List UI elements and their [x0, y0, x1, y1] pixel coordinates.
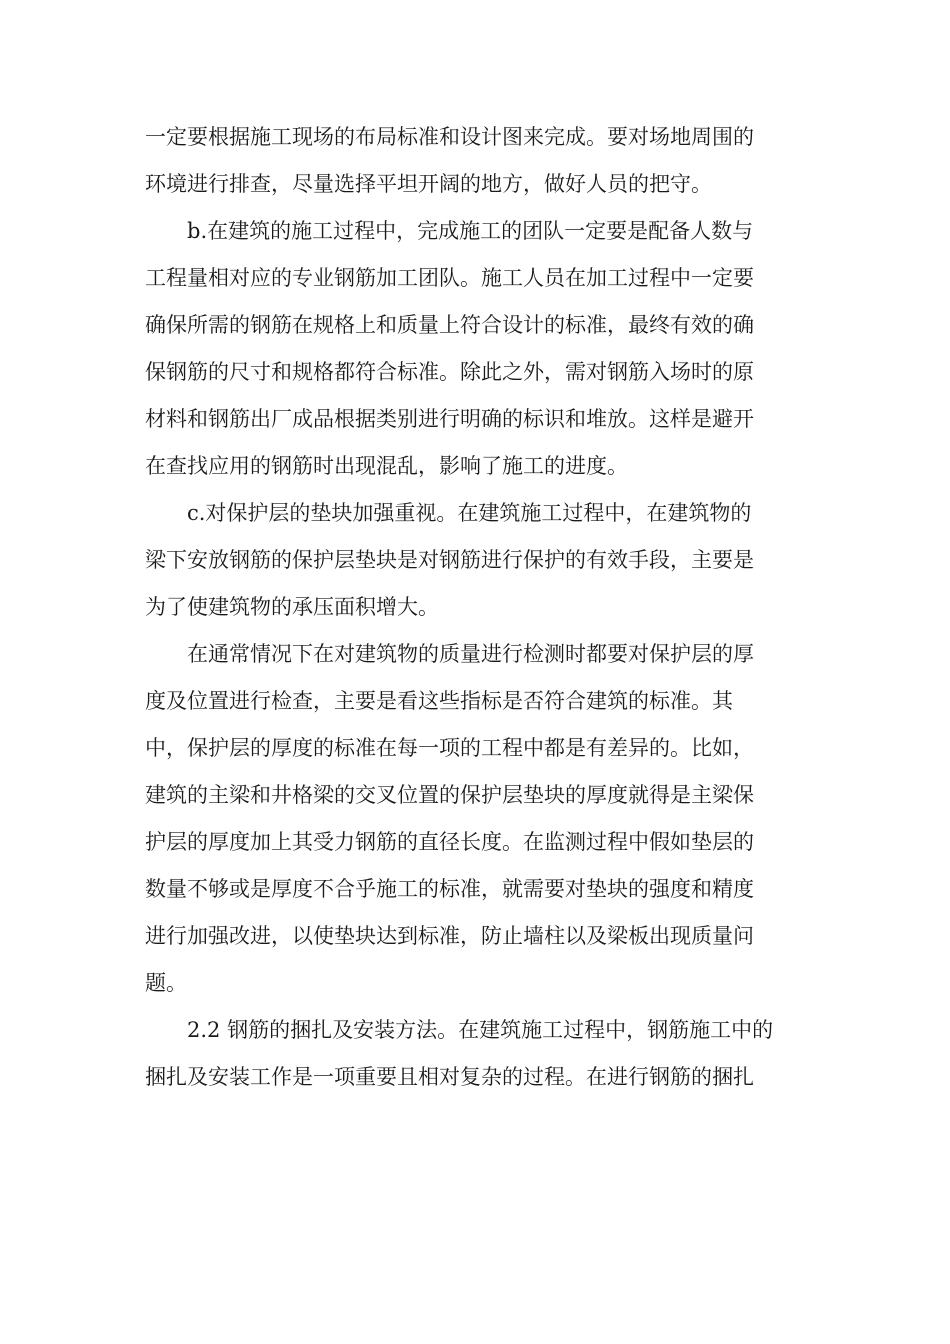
- text-line: 度及位置进行检查，主要是看这些指标是否符合建筑的标准。其: [145, 689, 733, 713]
- text-line: 建筑的主梁和井格梁的交叉位置的保护层垫块的厚度就得是主梁保: [145, 783, 754, 807]
- text-line: 保钢筋的尺寸和规格都符合标准。除此之外，需对钢筋入场时的原: [145, 360, 754, 384]
- paragraph: [145, 490, 805, 631]
- document-body: [145, 114, 805, 1101]
- text-line: c.对保护层的垫块加强重视。在建筑施工过程中，在建筑物的: [187, 501, 752, 525]
- paragraph: [145, 114, 805, 208]
- text-line: 一定要根据施工现场的布局标准和设计图来完成。要对场地周围的: [145, 125, 754, 149]
- text-line: 2.2 钢筋的捆扎及安装方法。在建筑施工过程中，钢筋施工中的: [187, 1018, 774, 1042]
- text-line: 中，保护层的厚度的标准在每一项的工程中都是有差异的。比如，: [145, 736, 754, 760]
- text-line: 在通常情况下在对建筑物的质量进行检测时都要对保护层的厚: [187, 642, 754, 666]
- text-line: 为了使建筑物的承压面积增大。: [145, 595, 439, 619]
- text-line: b.在建筑的施工过程中，完成施工的团队一定要是配备人数与: [187, 219, 754, 243]
- text-line: 捆扎及安装工作是一项重要且相对复杂的过程。在进行钢筋的捆扎: [145, 1065, 754, 1089]
- text-line: 护层的厚度加上其受力钢筋的直径长度。在监测过程中假如垫层的: [145, 830, 754, 854]
- text-line: 题。: [145, 971, 187, 995]
- text-line: 环境进行排查，尽量选择平坦开阔的地方，做好人员的把守。: [145, 172, 712, 196]
- text-line: 在查找应用的钢筋时出现混乱，影响了施工的进度。: [145, 454, 628, 478]
- paragraph: [145, 208, 805, 490]
- paragraph: [145, 631, 805, 1007]
- text-line: 材料和钢筋出厂成品根据类别进行明确的标识和堆放。这样是避开: [145, 407, 754, 431]
- paragraph: [145, 1007, 805, 1101]
- text-line: 工程量相对应的专业钢筋加工团队。施工人员在加工过程中一定要: [145, 266, 754, 290]
- text-line: 确保所需的钢筋在规格上和质量上符合设计的标准，最终有效的确: [145, 313, 754, 337]
- text-line: 数量不够或是厚度不合乎施工的标准，就需要对垫块的强度和精度: [145, 877, 754, 901]
- text-line: 梁下安放钢筋的保护层垫块是对钢筋进行保护的有效手段，主要是: [145, 548, 754, 572]
- text-line: 进行加强改进，以使垫块达到标准，防止墙柱以及梁板出现质量问: [145, 924, 754, 948]
